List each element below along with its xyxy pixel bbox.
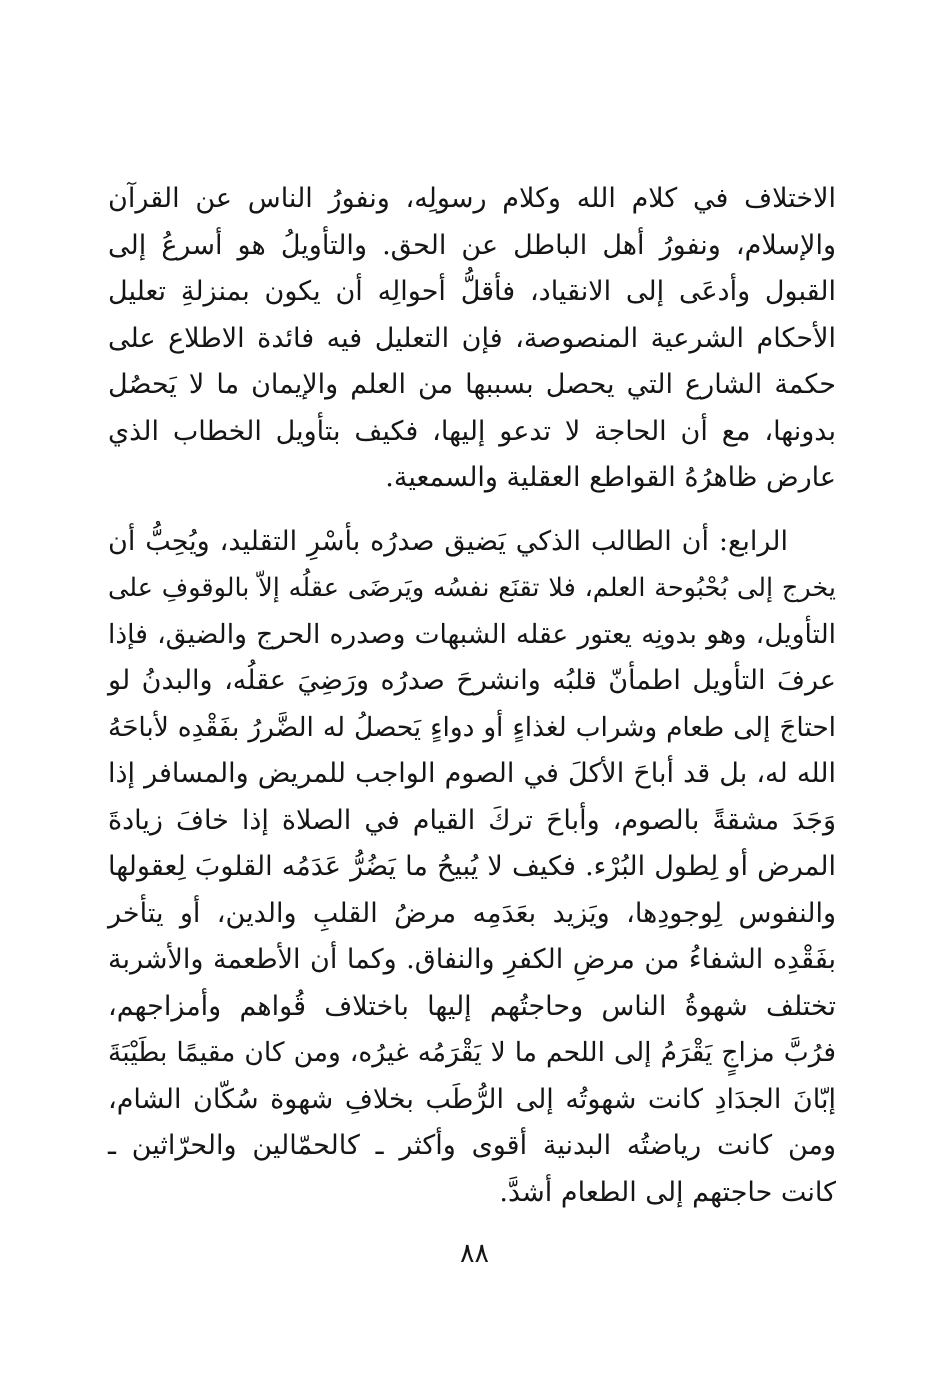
text-line: المرض أو لِطول البُرْء. فكيف لا يُبيحُ ما يَضُرُّ عَدَمُه القلوبَ لِعقولها xyxy=(108,851,836,882)
text-line: تختلف شهوةُ الناس وحاجتُهم إليها باختلاف قُواهم وأمزاجهم، xyxy=(108,990,836,1022)
text-line: والنفوس لِوجودِها، ويَزيد بعَدَمِه مرضُ القلبِ والدين، أو يتأخر xyxy=(108,897,836,929)
text-line: بدونها، مع أن الحاجة لا تدعو إليها، فكيف بتأويل الخطاب الذي xyxy=(108,415,836,447)
text-line: الرابع: أن الطالب الذكي يَضيق صدرُه بأسْرِ التقليد، ويُحِبُّ أن xyxy=(108,525,788,557)
text-line: القبول وأدعَى إلى الانقياد، فأقلُّ أحوالِه أن يكون بمنزلةِ تعليل xyxy=(108,276,836,307)
page-number: ٨٨ xyxy=(459,1238,489,1269)
text-line: الأحكام الشرعية المنصوصة، فإن التعليل فيه فائدة الاطلاع على xyxy=(108,322,836,354)
text-line: وَجَدَ مشقةً بالصوم، وأباحَ تركَ القيام في الصلاة إذا خافَ زيادةَ xyxy=(108,804,836,836)
paragraph-2 xyxy=(108,519,836,1217)
text-line: الله له، بل قد أباحَ الأكلَ في الصوم الواجب للمريض والمسافر إذا xyxy=(108,758,836,789)
text-line: عرفَ التأويل اطمأنّ قلبُه وانشرحَ صدرُه ورَضِيَ عقلُه، والبدنُ لو xyxy=(108,665,836,696)
text-line: الاختلاف في كلام الله وكلام رسولِه، ونفورُ الناس عن القرآن xyxy=(108,183,836,214)
text-line: ومن كانت رياضتُه البدنية أقوى وأكثر ـ كالحمّالين والحرّاثين ـ xyxy=(108,1130,836,1161)
text-line: كانت حاجتهم إلى الطعام أشدَّ. xyxy=(499,1176,836,1208)
text-line: احتاجَ إلى طعام وشراب لغذاءٍ أو دواءٍ يَحصلُ له الضَّررُ بفَقْدِه لأباحَهُ xyxy=(108,712,836,743)
text-line: يخرج إلى بُحْبُوحة العلم، فلا تقنَع نفسُه ويَرضَى عقلُه إلاّ بالوقوفِ على xyxy=(108,573,836,603)
text-line: إبّانَ الجدَادِ كانت شهوتُه إلى الرُّطَب بخلافِ شهوة سُكّان الشام، xyxy=(108,1083,836,1115)
text-line: التأويل، وهو بدونِه يعتور عقله الشبهات وصدره الحرج والضيق، فإذا xyxy=(108,618,836,650)
paragraph-1 xyxy=(108,176,836,502)
text-line: فرُبَّ مزاجٍ يَقْرَمُ إلى اللحم ما لا يَقْرَمُه غيرُه، ومن كان مقيمًا بطَيْبَةَ xyxy=(108,1037,836,1068)
text-line: عارض ظاهرُهُ القواطع العقلية والسمعية. xyxy=(385,462,836,493)
page-body xyxy=(108,176,836,1216)
text-line: بفَقْدِه الشفاءُ من مرضِ الكفرِ والنفاق. وكما أن الأطعمة والأشربة xyxy=(108,944,836,975)
text-line: حكمة الشارع التي يحصل بسببها من العلم والإيمان ما لا يَحصُل xyxy=(108,369,836,400)
text-line: والإسلام، ونفورُ أهل الباطل عن الحق. والتأويلُ هو أسرعُ إلى xyxy=(108,229,836,261)
